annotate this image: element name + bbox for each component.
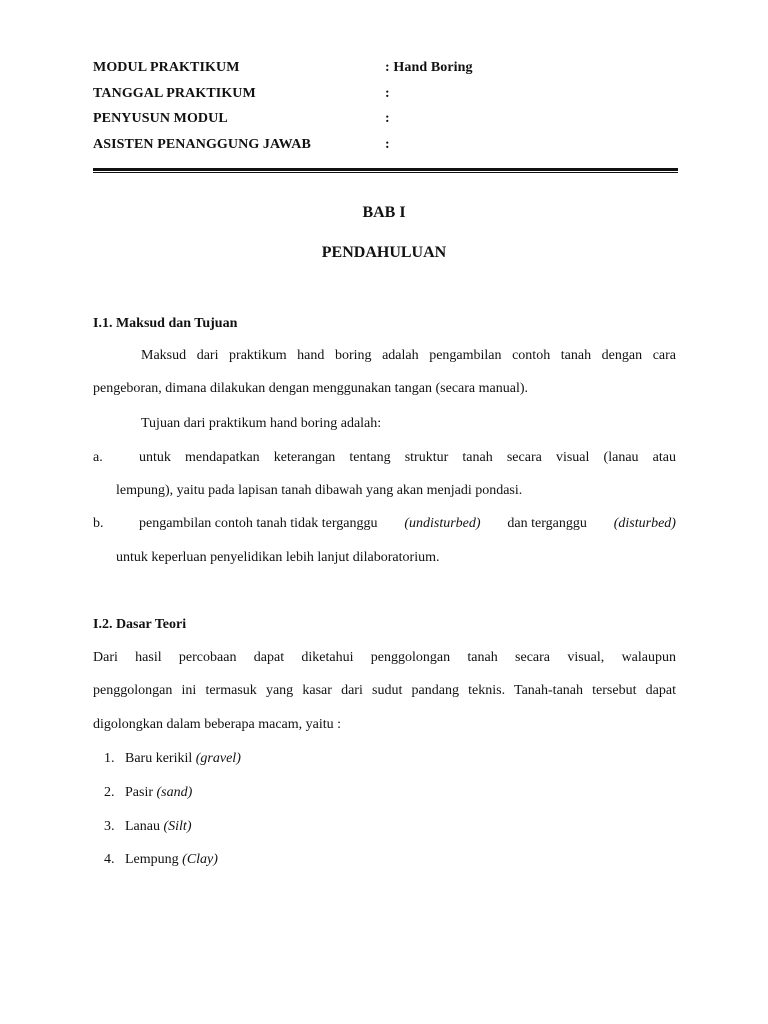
item-number: 1. <box>104 751 115 766</box>
item-number: 3. <box>104 819 115 834</box>
header-value: : <box>385 111 390 126</box>
paragraph-line: pengeboran, dimana dilakukan dengan menggunakan tangan (secara manual). <box>93 381 528 396</box>
header-divider-thin <box>93 172 678 173</box>
text-run: pengambilan contoh tanah tidak terganggu <box>139 516 378 531</box>
item-text: Lempung <box>125 852 179 867</box>
italic-term: (disturbed) <box>613 516 676 531</box>
header-label: ASISTEN PENANGGUNG JAWAB <box>93 137 311 152</box>
list-marker: a. <box>93 450 103 465</box>
item-text: Baru kerikil <box>125 751 193 766</box>
header-value: : <box>385 86 390 101</box>
paragraph-line: Tujuan dari praktikum hand boring adalah: <box>141 416 382 431</box>
italic-term: (undisturbed) <box>404 516 481 531</box>
header-label: PENYUSUN MODUL <box>93 111 228 126</box>
italic-term: (Clay) <box>182 852 218 867</box>
italic-term: (Silt) <box>163 819 192 834</box>
item-text: Pasir <box>125 785 153 800</box>
paragraph-line: digolongkan dalam beberapa macam, yaitu : <box>93 717 342 732</box>
paragraph-line: Maksud dari praktikum hand boring adalah pengambilan contoh tanah dengan cara <box>141 348 676 363</box>
list-item-line: lempung), yaitu pada lapisan tanah dibawah yang akan menjadi pondasi. <box>116 483 523 498</box>
header-value: : <box>385 137 390 152</box>
numbered-item <box>104 852 218 868</box>
item-text: Lanau <box>125 819 160 834</box>
numbered-item <box>104 785 192 801</box>
header-value: : Hand Boring <box>385 60 473 75</box>
numbered-item <box>104 751 241 767</box>
header-label: MODUL PRAKTIKUM <box>93 60 240 75</box>
italic-term: (gravel) <box>195 751 241 766</box>
header-label: TANGGAL PRAKTIKUM <box>93 86 256 101</box>
numbered-item <box>104 819 191 835</box>
list-item-line: untuk keperluan penyelidikan lebih lanjut dilaboratorium. <box>116 550 440 565</box>
list-item-line <box>139 516 676 532</box>
section-heading-1: I.1. Maksud dan Tujuan <box>93 316 238 331</box>
list-item-line: untuk mendapatkan keterangan tentang struktur tanah secara visual (lanau atau <box>139 450 676 465</box>
italic-term: (sand) <box>156 785 193 800</box>
item-number: 2. <box>104 785 115 800</box>
item-number: 4. <box>104 852 115 867</box>
paragraph-line: Dari hasil percobaan dapat diketahui penggolongan tanah secara visual, walaupun <box>93 650 676 665</box>
chapter-number: BAB I <box>362 204 406 221</box>
section-heading-2: I.2. Dasar Teori <box>93 617 187 632</box>
header-divider-thick <box>93 168 678 171</box>
list-marker: b. <box>93 516 104 531</box>
chapter-title: PENDAHULUAN <box>321 244 447 261</box>
paragraph-line: penggolongan ini termasuk yang kasar dari sudut pandang teknis. Tanah-tanah tersebut dapat <box>93 683 676 698</box>
text-run: dan terganggu <box>507 516 587 531</box>
